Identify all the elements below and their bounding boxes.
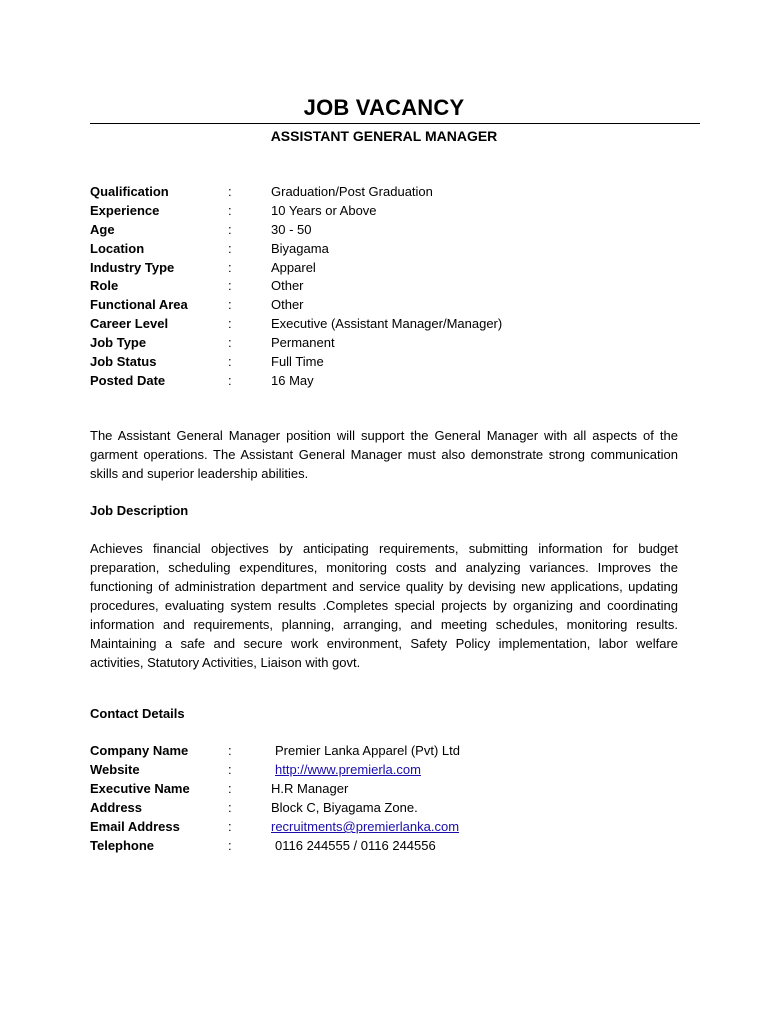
contact-separator: : bbox=[228, 819, 232, 834]
detail-value: Full Time bbox=[271, 354, 324, 370]
contact-label: Email Address bbox=[90, 819, 180, 834]
detail-separator: : bbox=[228, 202, 232, 218]
contact-row-executive bbox=[90, 779, 690, 798]
detail-label: Job Status bbox=[90, 354, 157, 370]
job-details-table bbox=[90, 183, 690, 391]
address-value: Block C, Biyagama Zone. bbox=[271, 800, 418, 815]
detail-label: Career Level bbox=[90, 316, 169, 332]
detail-separator: : bbox=[228, 259, 232, 275]
detail-value: 16 May bbox=[271, 372, 314, 388]
detail-value: 30 - 50 bbox=[271, 221, 312, 237]
contact-label: Executive Name bbox=[90, 781, 190, 796]
contact-separator: : bbox=[228, 762, 232, 777]
job-description-paragraph: Achieves financial objectives by anticipating requirements, submitting information for budget preparation, scheduling expenditures, monitoring costs and analyzing variances. Improves the functioning of administration department and service quality by devising new applications, updating procedures, evaluating system results .Completes special projects by organizing and coordinating information and requirements, planning, arranging, and meeting schedules, monitoring results. Maintaining a safe and secure work environment, Safety Policy implementation, labor welfare activities, Statutory Activities, Liaison with govt. bbox=[90, 541, 678, 670]
detail-value: Graduation/Post Graduation bbox=[271, 184, 433, 199]
job-summary-paragraph: The Assistant General Manager position will support the General Manager with all aspects of the garment operations. The Assistant General Manager must also demonstrate strong communication skills and superior leadership abilities. bbox=[90, 428, 678, 481]
job-position-title: ASSISTANT GENERAL MANAGER bbox=[270, 128, 498, 144]
detail-value: Executive (Assistant Manager/Manager) bbox=[271, 316, 503, 332]
detail-separator: : bbox=[228, 221, 232, 237]
detail-separator: : bbox=[228, 354, 232, 370]
telephone-value: 0116 244555 / 0116 244556 bbox=[275, 838, 436, 853]
detail-value: 10 Years or Above bbox=[271, 202, 377, 218]
detail-value: Other bbox=[271, 278, 304, 294]
detail-label: Role bbox=[90, 278, 119, 294]
title-underline bbox=[90, 123, 700, 124]
detail-value: Permanent bbox=[271, 335, 335, 351]
detail-separator: : bbox=[228, 184, 232, 199]
contact-row-company bbox=[90, 741, 690, 760]
detail-label: Industry Type bbox=[90, 259, 175, 275]
detail-separator: : bbox=[228, 335, 232, 351]
contact-separator: : bbox=[228, 800, 232, 815]
executive-name: H.R Manager bbox=[271, 781, 349, 796]
email-link[interactable]: recruitments@premierlanka.com bbox=[271, 819, 460, 834]
detail-row-functional-area bbox=[90, 296, 690, 315]
contact-label: Telephone bbox=[90, 838, 155, 853]
detail-label: Age bbox=[90, 221, 115, 237]
contact-label: Website bbox=[90, 762, 140, 777]
contact-details-heading: Contact Details bbox=[90, 706, 185, 721]
contact-row-telephone bbox=[90, 836, 690, 855]
detail-label: Qualification bbox=[90, 184, 169, 199]
detail-row-posted-date bbox=[90, 372, 690, 391]
detail-row-age bbox=[90, 221, 690, 240]
page-title: JOB VACANCY bbox=[303, 95, 465, 120]
detail-row-job-type bbox=[90, 334, 690, 353]
detail-value: Apparel bbox=[271, 259, 316, 275]
contact-row-email bbox=[90, 817, 690, 836]
detail-label: Posted Date bbox=[90, 372, 166, 388]
contact-separator: : bbox=[228, 743, 232, 758]
detail-row-industry-type bbox=[90, 259, 690, 278]
contact-label: Company Name bbox=[90, 743, 189, 758]
detail-separator: : bbox=[228, 316, 232, 332]
contact-separator: : bbox=[228, 838, 232, 853]
detail-row-career-level bbox=[90, 315, 690, 334]
detail-separator: : bbox=[228, 240, 232, 256]
contact-label: Address bbox=[90, 800, 143, 815]
detail-separator: : bbox=[228, 372, 232, 388]
job-description-heading: Job Description bbox=[90, 503, 189, 518]
detail-label: Job Type bbox=[90, 335, 147, 351]
company-name: Premier Lanka Apparel (Pvt) Ltd bbox=[275, 743, 460, 758]
detail-separator: : bbox=[228, 297, 232, 313]
contact-row-address bbox=[90, 798, 690, 817]
detail-row-job-status bbox=[90, 353, 690, 372]
contact-details-table bbox=[90, 741, 690, 855]
detail-row-qualification bbox=[90, 183, 690, 202]
detail-row-experience bbox=[90, 202, 690, 221]
detail-row-location bbox=[90, 240, 690, 259]
detail-value: Biyagama bbox=[271, 240, 329, 256]
detail-row-role bbox=[90, 277, 690, 296]
detail-value: Other bbox=[271, 297, 304, 313]
detail-separator: : bbox=[228, 278, 232, 294]
contact-separator: : bbox=[228, 781, 232, 796]
contact-row-website bbox=[90, 760, 690, 779]
website-link[interactable]: http://www.premierla.com bbox=[275, 762, 421, 777]
detail-label: Experience bbox=[90, 202, 160, 218]
detail-label: Functional Area bbox=[90, 297, 188, 313]
detail-label: Location bbox=[90, 240, 145, 256]
